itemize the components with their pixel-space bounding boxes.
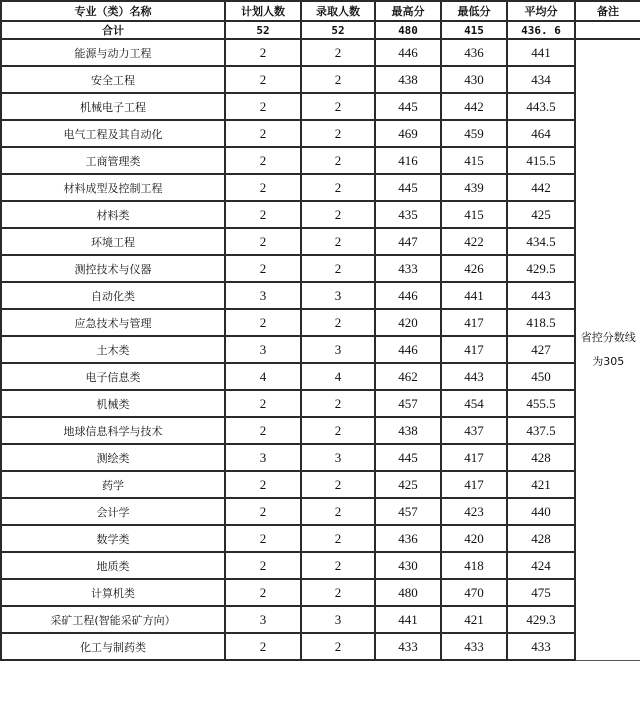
max-score: 441 [375, 606, 441, 633]
max-score: 457 [375, 498, 441, 525]
max-score: 438 [375, 66, 441, 93]
planned-count: 2 [225, 201, 301, 228]
major-name: 机械电子工程 [1, 93, 225, 120]
major-name: 数学类 [1, 525, 225, 552]
min-score: 441 [441, 282, 507, 309]
min-score: 423 [441, 498, 507, 525]
header-major-name: 专业（类）名称 [1, 1, 225, 21]
planned-count: 3 [225, 336, 301, 363]
admitted-count: 2 [301, 39, 375, 66]
table-row [1, 66, 640, 93]
min-score: 415 [441, 147, 507, 174]
planned-count: 3 [225, 444, 301, 471]
table-row [1, 336, 640, 363]
admitted-count: 2 [301, 66, 375, 93]
table-row [1, 444, 640, 471]
table-row [1, 174, 640, 201]
max-score: 446 [375, 336, 441, 363]
table-row [1, 228, 640, 255]
major-name: 工商管理类 [1, 147, 225, 174]
planned-count: 2 [225, 66, 301, 93]
total-row [1, 21, 640, 39]
major-name: 采矿工程(智能采矿方向） [1, 606, 225, 633]
planned-count: 2 [225, 471, 301, 498]
min-score: 443 [441, 363, 507, 390]
max-score: 438 [375, 417, 441, 444]
avg-score: 429.5 [507, 255, 575, 282]
header-remark: 备注 [575, 1, 640, 21]
table-row [1, 471, 640, 498]
planned-count: 2 [225, 417, 301, 444]
planned-count: 2 [225, 309, 301, 336]
major-name: 测控技术与仪器 [1, 255, 225, 282]
avg-score: 429.3 [507, 606, 575, 633]
avg-score: 437.5 [507, 417, 575, 444]
admitted-count: 2 [301, 201, 375, 228]
min-score: 418 [441, 552, 507, 579]
major-name: 地球信息科学与技术 [1, 417, 225, 444]
table-row [1, 39, 640, 66]
avg-score: 428 [507, 444, 575, 471]
admitted-count: 2 [301, 390, 375, 417]
avg-score: 441 [507, 39, 575, 66]
remark-cell [575, 39, 640, 660]
avg-score: 450 [507, 363, 575, 390]
admitted-count: 2 [301, 147, 375, 174]
avg-score: 434.5 [507, 228, 575, 255]
total-planned: 52 [225, 21, 301, 39]
min-score: 417 [441, 309, 507, 336]
planned-count: 2 [225, 390, 301, 417]
table-row [1, 390, 640, 417]
major-name: 环境工程 [1, 228, 225, 255]
table-row [1, 606, 640, 633]
avg-score: 434 [507, 66, 575, 93]
min-score: 433 [441, 633, 507, 660]
admitted-count: 2 [301, 255, 375, 282]
max-score: 416 [375, 147, 441, 174]
total-min-score: 415 [441, 21, 507, 39]
avg-score: 415.5 [507, 147, 575, 174]
max-score: 433 [375, 255, 441, 282]
major-name: 能源与动力工程 [1, 39, 225, 66]
avg-score: 424 [507, 552, 575, 579]
planned-count: 3 [225, 282, 301, 309]
max-score: 446 [375, 282, 441, 309]
max-score: 445 [375, 93, 441, 120]
min-score: 421 [441, 606, 507, 633]
planned-count: 2 [225, 174, 301, 201]
admitted-count: 2 [301, 498, 375, 525]
planned-count: 2 [225, 147, 301, 174]
max-score: 469 [375, 120, 441, 147]
table-row [1, 120, 640, 147]
major-name: 测绘类 [1, 444, 225, 471]
major-name: 计算机类 [1, 579, 225, 606]
table-row [1, 525, 640, 552]
admitted-count: 2 [301, 471, 375, 498]
max-score: 436 [375, 525, 441, 552]
admitted-count: 3 [301, 336, 375, 363]
min-score: 417 [441, 336, 507, 363]
avg-score: 443 [507, 282, 575, 309]
planned-count: 2 [225, 525, 301, 552]
min-score: 459 [441, 120, 507, 147]
table-row [1, 255, 640, 282]
avg-score: 443.5 [507, 93, 575, 120]
header-row [1, 1, 640, 21]
planned-count: 3 [225, 606, 301, 633]
min-score: 442 [441, 93, 507, 120]
planned-count: 2 [225, 255, 301, 282]
planned-count: 2 [225, 39, 301, 66]
table-row [1, 147, 640, 174]
avg-score: 427 [507, 336, 575, 363]
table-row [1, 363, 640, 390]
max-score: 445 [375, 444, 441, 471]
admitted-count: 4 [301, 363, 375, 390]
min-score: 417 [441, 444, 507, 471]
avg-score: 425 [507, 201, 575, 228]
max-score: 480 [375, 579, 441, 606]
table-row [1, 93, 640, 120]
avg-score: 418.5 [507, 309, 575, 336]
table-row [1, 201, 640, 228]
min-score: 439 [441, 174, 507, 201]
max-score: 433 [375, 633, 441, 660]
avg-score: 455.5 [507, 390, 575, 417]
table-row [1, 282, 640, 309]
planned-count: 2 [225, 228, 301, 255]
planned-count: 2 [225, 120, 301, 147]
admitted-count: 2 [301, 579, 375, 606]
major-name: 电气工程及其自动化 [1, 120, 225, 147]
min-score: 420 [441, 525, 507, 552]
table-row [1, 309, 640, 336]
admitted-count: 2 [301, 525, 375, 552]
admitted-count: 2 [301, 228, 375, 255]
max-score: 430 [375, 552, 441, 579]
major-name: 安全工程 [1, 66, 225, 93]
admitted-count: 3 [301, 606, 375, 633]
admitted-count: 2 [301, 93, 375, 120]
major-name: 自动化类 [1, 282, 225, 309]
min-score: 415 [441, 201, 507, 228]
admitted-count: 2 [301, 633, 375, 660]
major-name: 化工与制药类 [1, 633, 225, 660]
max-score: 420 [375, 309, 441, 336]
remark-line-1: 省控分数线 [580, 330, 636, 344]
major-name: 电子信息类 [1, 363, 225, 390]
admitted-count: 3 [301, 282, 375, 309]
min-score: 422 [441, 228, 507, 255]
min-score: 436 [441, 39, 507, 66]
min-score: 437 [441, 417, 507, 444]
avg-score: 464 [507, 120, 575, 147]
total-avg-score: 436. 6 [507, 21, 575, 39]
avg-score: 440 [507, 498, 575, 525]
max-score: 447 [375, 228, 441, 255]
min-score: 417 [441, 471, 507, 498]
major-name: 土木类 [1, 336, 225, 363]
min-score: 426 [441, 255, 507, 282]
major-name: 机械类 [1, 390, 225, 417]
major-name: 应急技术与管理 [1, 309, 225, 336]
planned-count: 2 [225, 552, 301, 579]
avg-score: 475 [507, 579, 575, 606]
admitted-count: 2 [301, 309, 375, 336]
remark-cell-top [575, 21, 640, 39]
header-planned: 计划人数 [225, 1, 301, 21]
major-name: 会计学 [1, 498, 225, 525]
avg-score: 442 [507, 174, 575, 201]
planned-count: 2 [225, 498, 301, 525]
planned-count: 4 [225, 363, 301, 390]
header-avg-score: 平均分 [507, 1, 575, 21]
major-name: 药学 [1, 471, 225, 498]
header-max-score: 最高分 [375, 1, 441, 21]
max-score: 435 [375, 201, 441, 228]
table-row [1, 417, 640, 444]
avg-score: 428 [507, 525, 575, 552]
remark-line-2: 为305 [592, 354, 625, 368]
avg-score: 421 [507, 471, 575, 498]
min-score: 454 [441, 390, 507, 417]
table-row [1, 498, 640, 525]
total-label: 合计 [1, 21, 225, 39]
admitted-count: 2 [301, 417, 375, 444]
min-score: 470 [441, 579, 507, 606]
max-score: 425 [375, 471, 441, 498]
major-name: 材料类 [1, 201, 225, 228]
total-admitted: 52 [301, 21, 375, 39]
planned-count: 2 [225, 633, 301, 660]
header-min-score: 最低分 [441, 1, 507, 21]
table-row [1, 552, 640, 579]
admitted-count: 3 [301, 444, 375, 471]
max-score: 457 [375, 390, 441, 417]
major-name: 地质类 [1, 552, 225, 579]
max-score: 445 [375, 174, 441, 201]
avg-score: 433 [507, 633, 575, 660]
planned-count: 2 [225, 579, 301, 606]
table-row [1, 633, 640, 660]
header-admitted: 录取人数 [301, 1, 375, 21]
total-max-score: 480 [375, 21, 441, 39]
major-name: 材料成型及控制工程 [1, 174, 225, 201]
max-score: 446 [375, 39, 441, 66]
min-score: 430 [441, 66, 507, 93]
table-row [1, 579, 640, 606]
admitted-count: 2 [301, 120, 375, 147]
admitted-count: 2 [301, 552, 375, 579]
planned-count: 2 [225, 93, 301, 120]
max-score: 462 [375, 363, 441, 390]
admitted-count: 2 [301, 174, 375, 201]
